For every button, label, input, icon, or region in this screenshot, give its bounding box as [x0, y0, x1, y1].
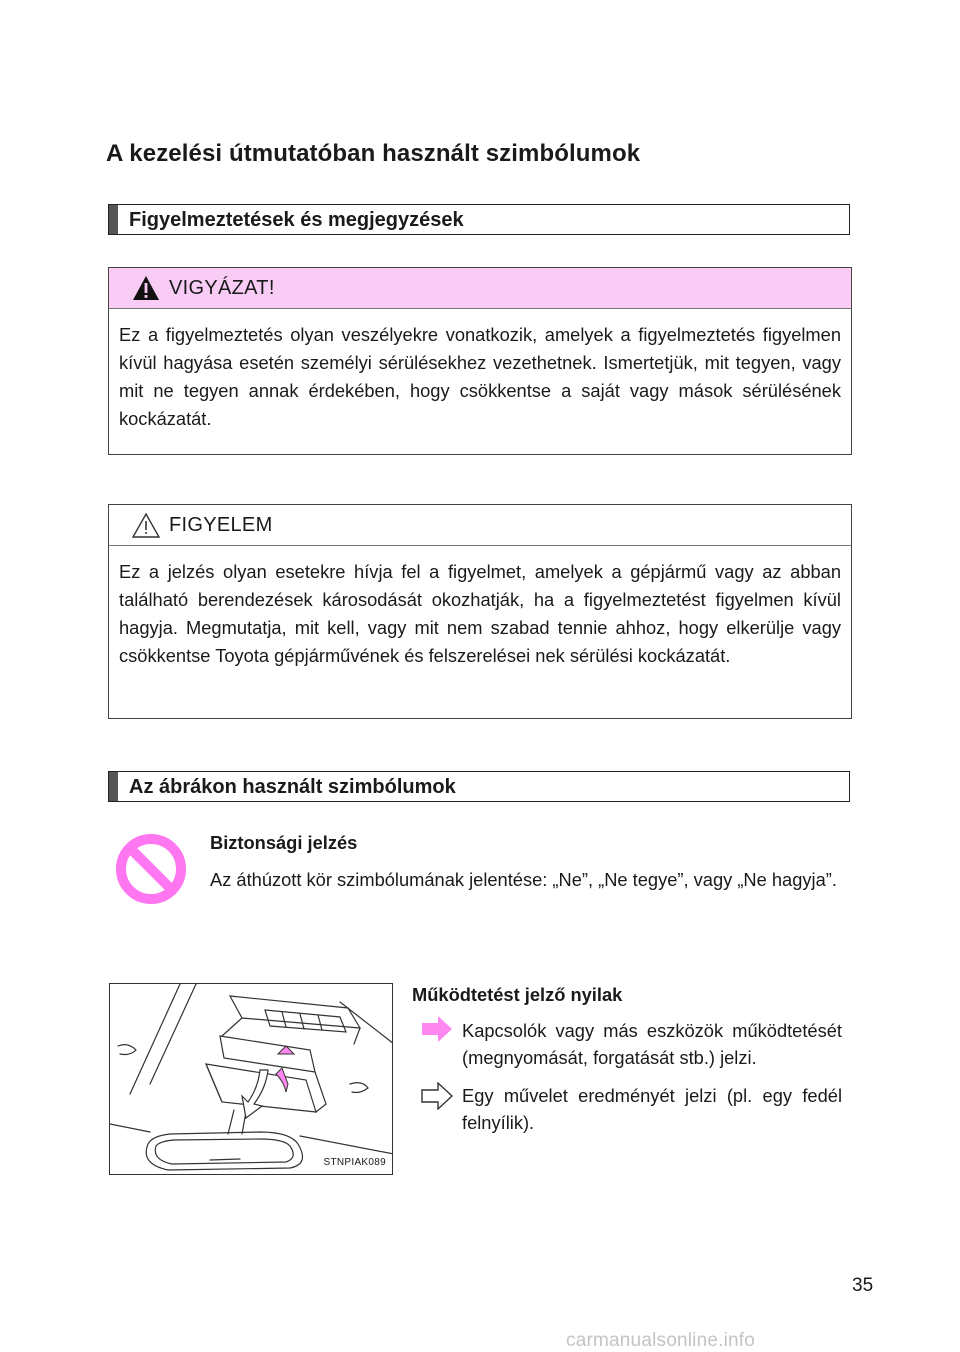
illustration-code: STNPIAK089 [323, 1157, 386, 1168]
caution-triangle-icon [131, 511, 161, 539]
section-bar-symbols [108, 771, 850, 802]
section-bar-warnings [108, 204, 850, 235]
section-bar-accent [109, 205, 118, 234]
section-title-symbols: Az ábrákon használt szimbólumok [129, 776, 456, 798]
warning-box [108, 267, 852, 455]
safety-symbol-text: Az áthúzott kör szimbólumának jelentése: „Ne”, „Ne tegye”, vagy „Ne hagyja”. [210, 869, 837, 890]
illustration-overhead-console [109, 983, 393, 1175]
caution-box [108, 504, 852, 719]
page-title: A kezelési útmutatóban használt szimbólumok [106, 140, 641, 167]
warning-box-header [109, 268, 851, 309]
overhead-console-drawing [110, 984, 393, 1175]
action-arrow-text: Kapcsolók vagy más eszközök működtetését (megnyomását, forgatását stb.) jelzi. [462, 1020, 842, 1068]
caution-label: FIGYELEM [169, 514, 273, 536]
warning-triangle-icon [131, 274, 161, 302]
caution-text: Ez a jelzés olyan esetekre hívja fel a figyelmet, amelyek a gépjármű vagy az abban található berendezések károsodását okozhatják, ha a figyelmeztetést figyelmen kívül hagyja. Megmutatja, mit kell, vagy mit nem szabad tennie ahhoz, hogy elkerülje vagy csökkentse Toyota gépjárművének és felszerelései nek sérülési kockázatát. [119, 561, 841, 666]
arrows-title: Működtetést jelző nyilak [412, 984, 623, 1005]
section-title-warnings: Figyelmeztetések és megjegyzések [129, 209, 464, 231]
watermark: carmanualsonline.info [566, 1330, 756, 1351]
result-arrow-text: Egy művelet eredményét jelzi (pl. egy fedél felnyílik). [462, 1085, 842, 1133]
prohibited-circle-icon [114, 832, 188, 906]
caution-box-header [109, 505, 851, 546]
outline-arrow-icon [420, 1082, 454, 1110]
safety-symbol-title: Biztonsági jelzés [210, 832, 358, 853]
page-number: 35 [852, 1275, 874, 1296]
section-bar-accent [109, 772, 118, 801]
warning-label: VIGYÁZAT! [169, 277, 275, 299]
warning-text: Ez a figyelmeztetés olyan veszélyekre vonatkozik, amelyek a figyelmeztetés figyelmen kívül hagyása esetén személyi sérülésekhez vezethetnek. Ismertetjük, mit tegyen, vagy mit ne tegyen annak érdekében, hogy csökkentse a saját vagy mások sérülésének kockázatát. [119, 324, 841, 429]
filled-arrow-icon [420, 1015, 454, 1043]
